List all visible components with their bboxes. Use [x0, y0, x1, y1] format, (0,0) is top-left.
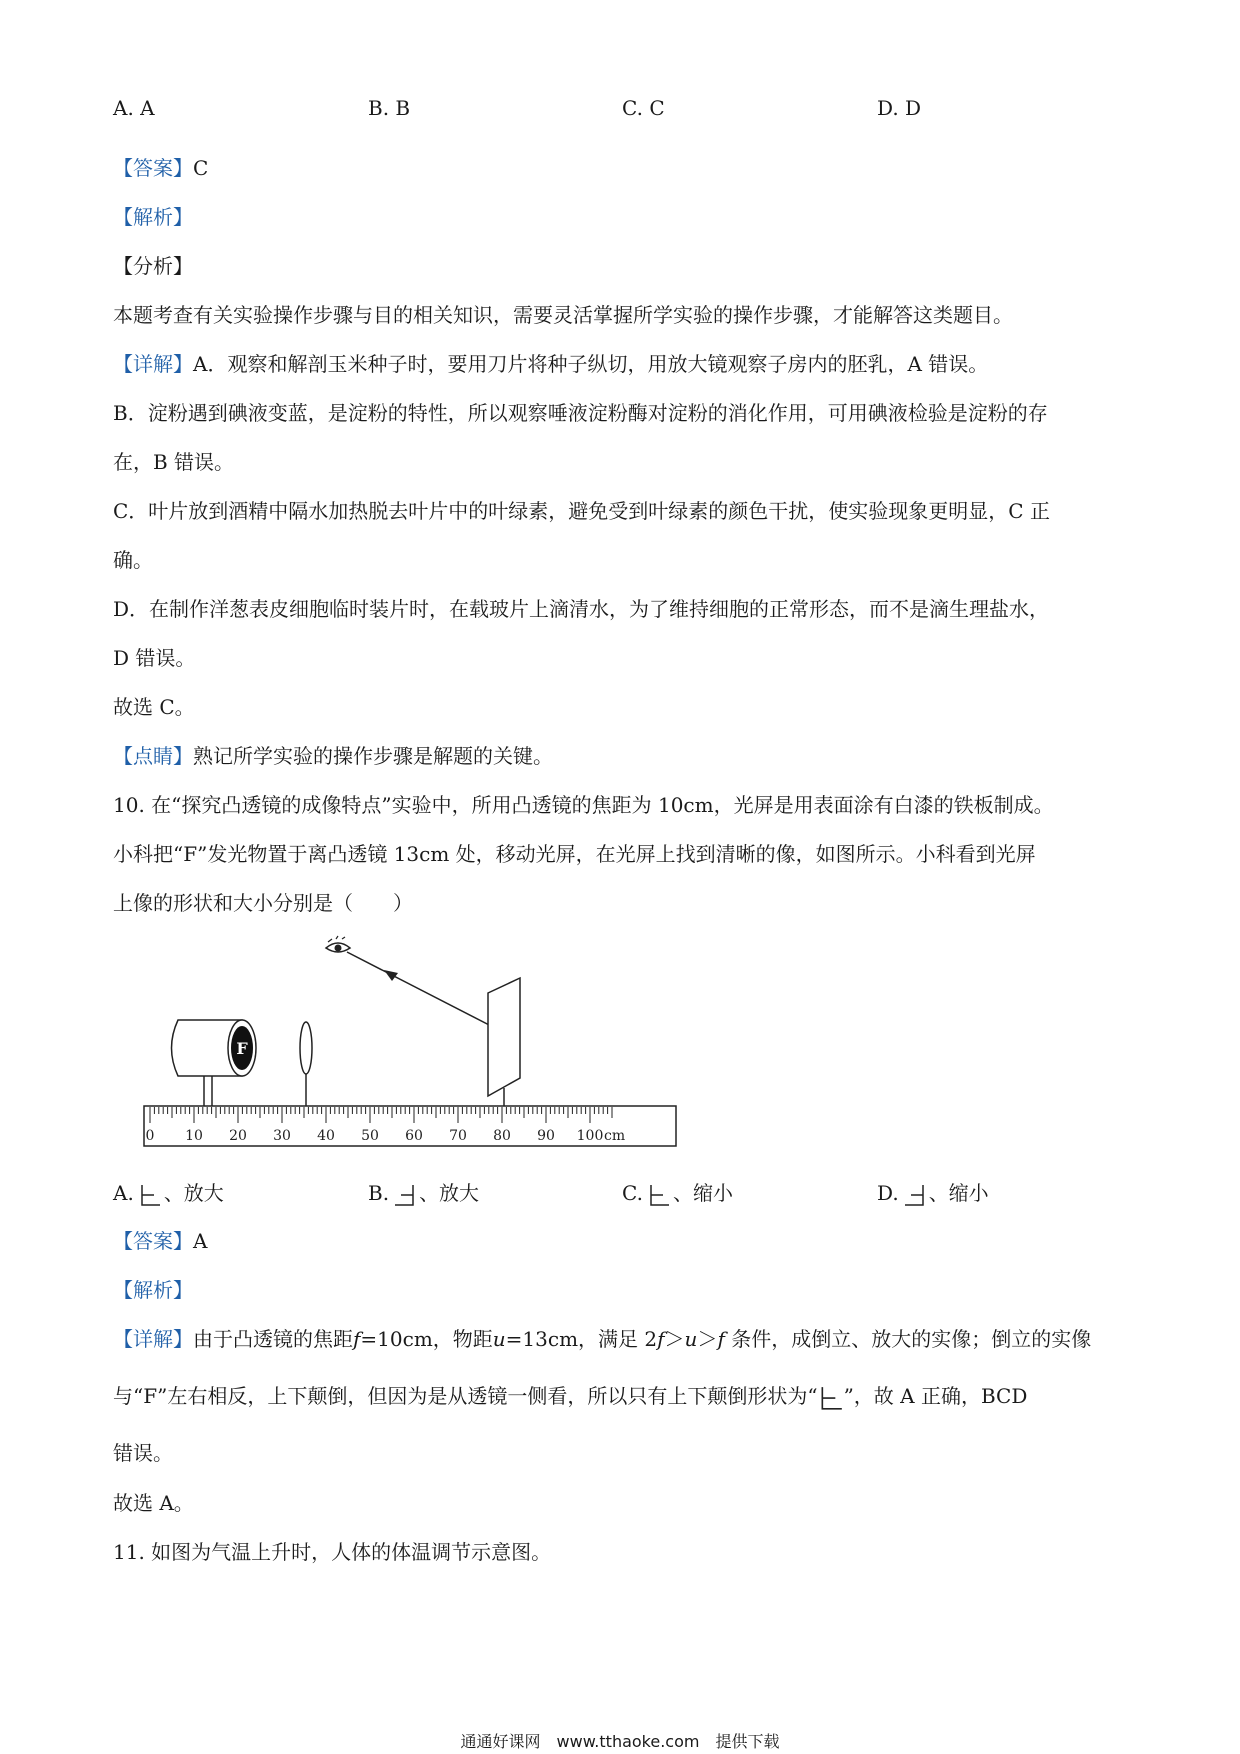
inverted-f-icon	[647, 1183, 671, 1207]
light-source	[172, 1020, 257, 1076]
q9-detail-c2: 确。	[113, 548, 153, 572]
q9-answer: 【答案】C	[113, 156, 209, 180]
q10-stem-line3: 上像的形状和大小分别是（ ）	[113, 891, 413, 915]
q10-detail-line1: 【详解】由于凸透镜的焦距f=10cm，物距u=13cm，满足 2f＞u＞f 条件，成倒立、放大的实像；倒立的实像	[113, 1327, 1092, 1351]
q9-detail-b2: 在，B 错误。	[113, 450, 235, 474]
ruler-label: 50	[361, 1128, 379, 1144]
ruler-label: 10	[185, 1128, 203, 1144]
q10-option-c: C. 、缩小	[622, 1181, 733, 1205]
ruler-label: 60	[405, 1128, 423, 1144]
convex-lens	[300, 1022, 312, 1074]
object-letter: F	[236, 1039, 248, 1058]
q9-detail-d2: D 错误。	[113, 646, 196, 670]
q9-option-a: A. A	[113, 96, 155, 120]
q9-detail-b1: B．淀粉遇到碘液变蓝，是淀粉的特性，所以观察唾液淀粉酶对淀粉的消化作用，可用碘液检验是淀粉的存	[113, 401, 1048, 425]
q9-analysis-tag: 【解析】	[113, 205, 193, 229]
q10-stem-line1: 10. 在“探究凸透镜的成像特点”实验中，所用凸透镜的焦距为 10cm，光屏是用表面涂有白漆的铁板制成。	[113, 793, 1054, 817]
inverted-f-icon	[138, 1183, 162, 1207]
q10-answer: 【答案】A	[113, 1229, 208, 1253]
q10-detail-line3: 错误。	[113, 1441, 173, 1465]
rotated-f-icon	[393, 1183, 417, 1207]
ruler-label: 30	[273, 1128, 291, 1144]
ruler-label: 100	[576, 1128, 604, 1144]
light-screen	[488, 978, 520, 1096]
q10-analysis-tag: 【解析】	[113, 1278, 193, 1302]
q9-option-c: C. C	[622, 96, 665, 120]
rotated-f-icon	[903, 1183, 927, 1207]
q10-stem-line2: 小科把“F”发光物置于离凸透镜 13cm 处，移动光屏，在光屏上找到清晰的像，如图所示。小科看到光屏	[113, 842, 1036, 866]
q9-fenxi-text: 本题考查有关实验操作步骤与目的相关知识，需要灵活掌握所学实验的操作步骤，才能解答这类题目。	[113, 303, 1013, 327]
page-footer: 通通好课网 www.tthaoke.com 提供下载	[460, 1732, 780, 1751]
q10-option-b: B. 、放大	[368, 1181, 480, 1205]
q9-fenxi-tag: 【分析】	[113, 254, 193, 278]
sight-line	[347, 952, 495, 1028]
ruler-label: 20	[229, 1128, 247, 1144]
ruler-label: 90	[537, 1128, 555, 1144]
ruler-label: 70	[449, 1128, 467, 1144]
eye-icon	[326, 936, 350, 952]
q10-option-d: D. 、缩小	[877, 1181, 989, 1205]
ruler-label: 0	[145, 1128, 155, 1144]
ruler-label: 80	[493, 1128, 511, 1144]
q10-option-a: A. 、放大	[113, 1181, 224, 1205]
q9-detail-d1: D．在制作洋葱表皮细胞临时装片时，在载玻片上滴清水，为了维持细胞的正常形态，而不是滴生理盐水，	[113, 597, 1050, 621]
inverted-f-icon	[818, 1385, 844, 1411]
q10-detail-line2: 与“F”左右相反，上下颠倒，但因为是从透镜一侧看，所以只有上下颠倒形状为“ ”，故 A 正确，BCD	[113, 1383, 1027, 1411]
q9-detail-a: 【详解】A．观察和解剖玉米种子时，要用刀片将种子纵切，用放大镜观察子房内的胚乳，A 错误。	[113, 352, 989, 376]
q9-option-d: D. D	[877, 96, 922, 120]
ruler-unit: cm	[604, 1128, 626, 1144]
q11-stem: 11. 如图为气温上升时，人体的体温调节示意图。	[113, 1540, 552, 1564]
q9-option-b: B. B	[368, 96, 411, 120]
sight-arrow-icon	[384, 970, 398, 981]
ruler-label: 40	[317, 1128, 335, 1144]
optics-bench-diagram	[140, 918, 700, 1148]
q9-conclusion: 故选 C。	[113, 695, 195, 719]
q9-detail-c1: C．叶片放到酒精中隔水加热脱去叶片中的叶绿素，避免受到叶绿素的颜色干扰，使实验现象更明显，C 正	[113, 499, 1050, 523]
q10-conclusion: 故选 A。	[113, 1491, 194, 1515]
q9-dianjing: 【点睛】熟记所学实验的操作步骤是解题的关键。	[113, 744, 553, 768]
